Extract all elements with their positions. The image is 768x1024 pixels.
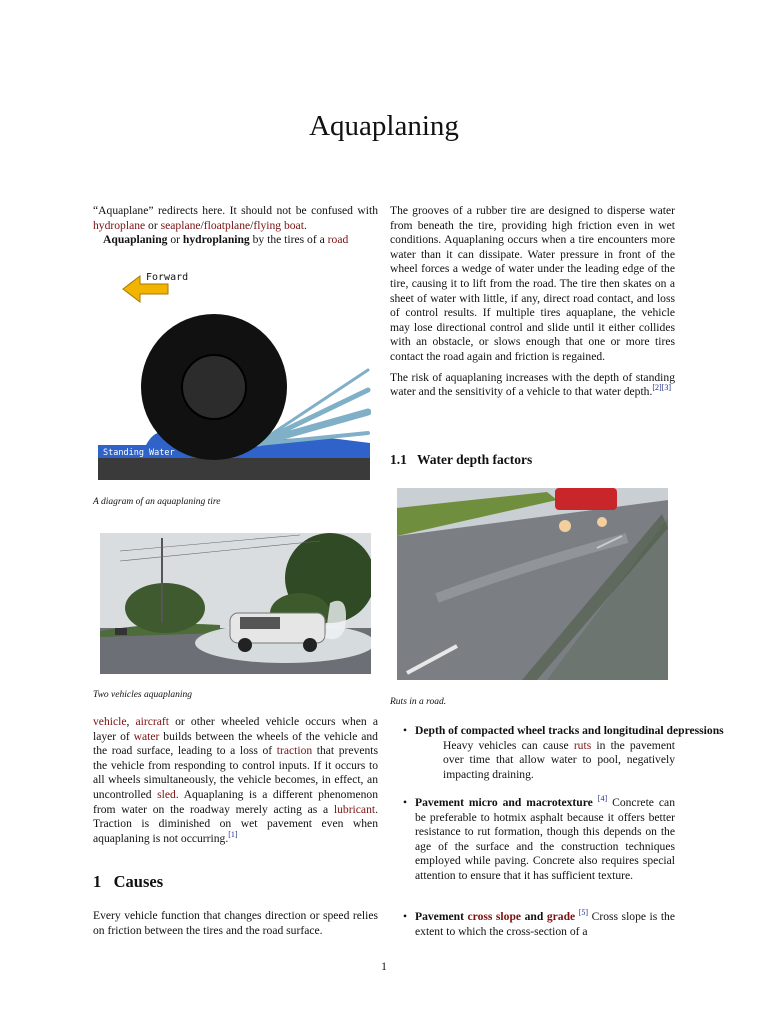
ref-4[interactable]: [4] <box>597 794 608 804</box>
link-ruts[interactable]: ruts <box>573 738 592 752</box>
link-grade[interactable]: grade <box>546 910 576 923</box>
left-intro <box>93 204 378 248</box>
photo-vehicles-aquaplaning <box>100 533 371 674</box>
link-lubricant[interactable]: lubricant <box>333 802 376 816</box>
bullet-texture: • Pavement micro and macrotexture [4] Concrete can be preferable to hotmix asphalt because it offers better resistance to rut formation, though this depends on the age of the surface and the construction techniques employed while paving. Concrete also requires special attention to ensure that it has sufficient texture. <box>403 794 675 882</box>
wheel-hub <box>182 355 246 419</box>
intro-paragraph: Aquaplaning or hydroplaning by the tires of a road <box>103 233 349 247</box>
link-flying-boat[interactable]: flying boat <box>253 218 304 232</box>
section-water-depth-heading: 1.1 Water depth factors <box>390 452 533 467</box>
risk-paragraph: The risk of aquaplaning increases with the depth of standing water and the sensitivity of a vehicle to that water depth.[2][3] <box>390 370 675 399</box>
grooves-paragraph: The grooves of a rubber tire are designed to disperse water from beneath the tire, providing high friction even in wet conditions. Aquaplaning occurs when a tire encounters more water than it can dissipate. Water pressure in front of the wheel forces a wedge of water under the leading edge of the tire, causing it to lift from the road. The tire then skates on a sheet of water with little, if any, direct road contact, and loss of control results. If multiple tires aquaplane, the vehicle may lose directional control and slide until it either collides with an obstacle, or slows enough that one or more tires contact the road again and friction is regained. <box>390 204 675 363</box>
link-aircraft[interactable]: aircraft <box>135 715 169 728</box>
bullet-icon: • <box>403 724 408 737</box>
page-number: 1 <box>381 960 387 973</box>
aquaplaning-diagram <box>98 265 371 483</box>
ref-5[interactable]: [5] <box>578 908 589 918</box>
bullet-cross-slope: • Pavement cross slope and grade [5] Cross slope is the extent to which the cross-section of a <box>403 908 675 938</box>
link-road[interactable]: road <box>327 233 349 247</box>
photo-ruts <box>397 488 668 680</box>
link-sled[interactable]: sled <box>157 787 176 801</box>
caption-diagram: A diagram of an aquaplaning tire <box>93 497 221 507</box>
caption-vehicles: Two vehicles aquaplaning <box>93 690 193 700</box>
diagram-water-label: Standing Water <box>103 448 175 458</box>
link-hydroplane[interactable]: hydroplane <box>93 218 146 232</box>
bullet-wheel-tracks: • Depth of compacted wheel tracks and longitudinal depressions Heavy vehicles can cause ruts in the pavement over time that allow water to pool, negatively impacting draining. <box>403 724 724 781</box>
redirect-note: “Aquaplane” redirects here. It should not be confused with hydroplane or seaplane/floatplane/flying boat. <box>93 204 378 232</box>
definition-paragraph: vehicle, aircraft or other wheeled vehicle occurs when a layer of water builds between the wheels of the vehicle and the road surface, leading to a loss of traction that prevents the vehicle from responding to control inputs. If it occurs to all wheels simultaneously, the vehicle becomes, in effect, an uncontrolled sled. Aquaplaning is a different phenomenon from water on the roadway merely acting as a lubricant. Traction is diminished on wet pavement even when aquaplaning is not occurring.[1] <box>93 715 379 845</box>
bullet-icon: • <box>403 910 408 923</box>
ref-2-3[interactable]: [2][3] <box>652 383 672 393</box>
section-causes-heading: 1 Causes <box>93 872 164 891</box>
page-title: Aquaplaning <box>309 110 459 142</box>
link-floatplane[interactable]: floatplane <box>203 218 251 232</box>
ref-1[interactable]: [1] <box>228 829 238 839</box>
link-traction[interactable]: traction <box>276 744 313 758</box>
bullet-icon: • <box>403 796 408 809</box>
road-surface <box>98 458 370 480</box>
diagram-forward-label: Forward <box>146 272 189 283</box>
link-cross-slope[interactable]: cross slope <box>467 910 522 923</box>
right-col-text <box>390 204 675 400</box>
link-seaplane[interactable]: seaplane <box>160 218 201 232</box>
link-vehicle[interactable]: vehicle <box>93 715 127 728</box>
link-water[interactable]: water <box>133 729 160 743</box>
caption-ruts: Ruts in a road. <box>390 697 447 707</box>
left-definition <box>93 715 378 846</box>
causes-paragraph: Every vehicle function that changes direction or speed relies on friction between the tires and the road surface. <box>93 909 378 937</box>
